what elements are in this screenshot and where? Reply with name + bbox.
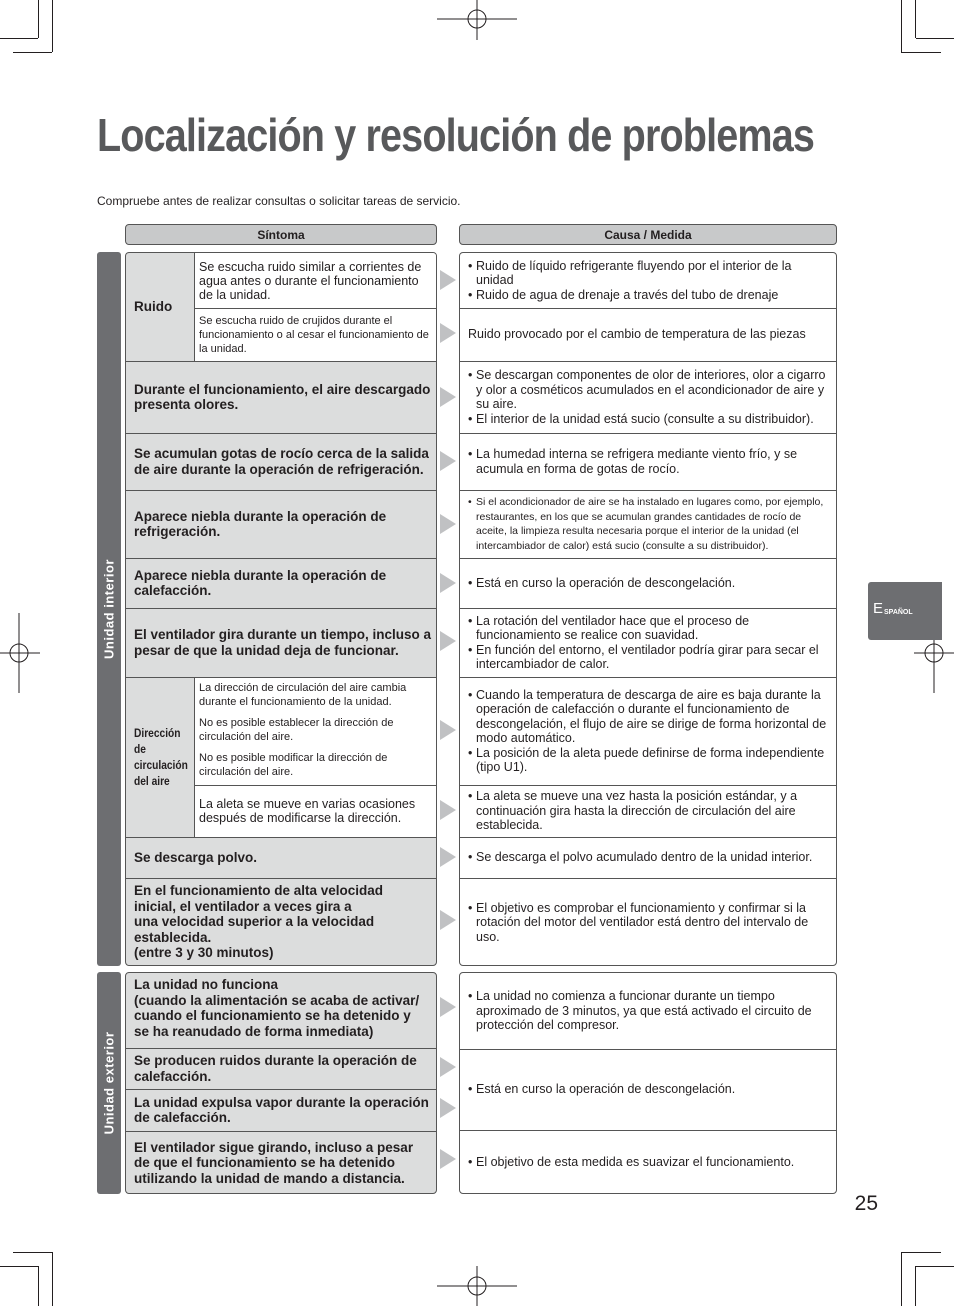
symptom-alta-velocidad: En el funcionamiento de alta velocidad inicial, el ventilador a veces gira a una velocidad superior a la velocidad establecida. (entre 3 y 30 minutos): [134, 883, 384, 960]
cause-alta-velocidad: • El objetivo es comprobar el funcionamiento y confirmar si la rotación del motor del ventilador está dentro del intervalo de uso.: [460, 878, 836, 966]
symptom-polvo: Se descarga polvo.: [134, 849, 258, 865]
symptom-ruido-agua: Se escucha ruido similar a corrientes de agua antes o durante el funcionamiento de la unidad.: [199, 259, 422, 302]
page-number: 25: [854, 1192, 878, 1215]
arrow-icon: [440, 1149, 456, 1169]
arrow-icon: [440, 910, 456, 930]
symptom-niebla-calefaccion: Aparece niebla durante la operación de calefacción.: [134, 567, 387, 598]
section-outdoor-label: Unidad exterior: [97, 972, 121, 1194]
crop-mark: [0, 1266, 38, 1267]
cause-ventilador: • La rotación del ventilador hace que el proceso de funcionamiento se realice con suavidad. • En función del entorno, el ventilador podría girar para secar el intercambiador de calor.: [460, 608, 836, 677]
arrow-icon: [440, 847, 456, 867]
cause-olores: • Se descargan componentes de olor de interiores, olor a cigarro y olor a cosméticos acumulados en el acondicionador de aire y su aire. • El interior de la unidad está sucio (consulte a su distribuidor).: [460, 361, 836, 433]
arrow-icon: [440, 800, 456, 820]
symptom-aleta: La aleta se mueve en varias ocasiones después de modificarse la dirección.: [199, 797, 416, 825]
registration-mark: [437, 0, 517, 40]
symptom-no-funciona: La unidad no funciona (cuando la alimentación se acaba de activar/ cuando el funcionamiento se ha detenido y se ha reanudado de forma inmediata): [134, 977, 420, 1039]
cause-ruidos-vapor: • Está en curso la operación de descongelación.: [460, 1049, 836, 1130]
intro-text: Compruebe antes de realizar consultas o solicitar tareas de servicio.: [97, 194, 461, 208]
outdoor-cause-table: [459, 972, 837, 1194]
crop-mark: [901, 1252, 941, 1253]
symptom-vapor: La unidad expulsa vapor durante la operación de calefacción.: [134, 1094, 429, 1125]
registration-mark: [0, 613, 40, 693]
indoor-symptom-table: [125, 252, 437, 966]
crop-mark: [52, 0, 53, 52]
header-cause: Causa / Medida: [459, 224, 837, 245]
symptom-dir2: No es posible establecer la dirección de circulación del aire.: [199, 717, 394, 743]
cause-polvo: • Se descarga el polvo acumulado dentro de la unidad interior.: [460, 837, 836, 878]
cause-no-funciona: • La unidad no comienza a funcionar durante un tiempo aproximado de 3 minutos, ya que está activado el circuito de protección del compresor.: [460, 973, 836, 1049]
symptom-ruidos-calefaccion: Se producen ruidos durante la operación de calefacción.: [134, 1053, 417, 1084]
outdoor-symptom-table: [125, 972, 437, 1194]
arrow-icon: [440, 631, 456, 651]
language-tab: E SPAÑOL: [868, 582, 942, 640]
cause-niebla-refrigeracion: • Si el acondicionador de aire se ha instalado en lugares como, por ejemplo, restaurantes, en los que se acumulan grandes cantidades de rocío de aceite, la limpieza resulta necesaria porque el interior de la unidad (el intercambiador de calor) está sucio (consulte a su distribuidor).: [460, 490, 836, 558]
symptom-olores: Durante el funcionamiento, el aire descargado presenta olores.: [134, 381, 431, 412]
crop-mark: [901, 0, 902, 52]
arrow-icon: [440, 1098, 456, 1118]
crop-mark: [13, 52, 52, 53]
crop-mark: [916, 1266, 954, 1267]
arrow-icon: [440, 451, 456, 471]
symptom-dir3: No es posible modificar la dirección de circulación del aire.: [199, 752, 388, 778]
crop-mark: [38, 1266, 39, 1306]
cause-ruido-crujidos: Ruido provocado por el cambio de temperatura de las piezas: [468, 327, 806, 342]
crop-mark: [901, 1252, 902, 1306]
arrow-icon: [440, 514, 456, 534]
page-title: Localización y resolución de problemas: [97, 109, 814, 161]
header-symptom: Síntoma: [125, 224, 437, 245]
indoor-cause-table: [459, 252, 837, 966]
arrow-icon: [440, 573, 456, 593]
cause-direccion: • Cuando la temperatura de descarga de aire es baja durante la operación de calefacción o durante el funcionamiento de descongelación, el flujo de aire se dirige de forma horizontal de modo automático. • La posición de la aleta puede definirse de forma independiente (tipo U1).: [460, 677, 836, 785]
symptom-direccion-label: Dirección de circulación del aire: [134, 726, 188, 788]
section-indoor-label: Unidad interior: [97, 252, 121, 966]
crop-mark: [915, 0, 916, 38]
crop-mark: [915, 1266, 916, 1306]
crop-mark: [38, 0, 39, 38]
crop-mark: [901, 52, 941, 53]
cause-aleta: • La aleta se mueve una vez hasta la posición estándar, y a continuación gira hasta la dirección de circulación del aire establecida.: [460, 785, 836, 837]
arrow-icon: [440, 1057, 456, 1077]
symptom-dir1: La dirección de circulación del aire cambia durante el funcionamiento de la unidad.: [199, 682, 407, 708]
crop-mark: [13, 1252, 52, 1253]
symptom-ruido-label: Ruido: [134, 299, 173, 315]
arrow-icon: [440, 323, 456, 343]
arrow-icon: [440, 720, 456, 740]
cause-niebla-calefaccion: • Está en curso la operación de descongelación.: [460, 558, 836, 608]
registration-mark: [437, 1266, 517, 1306]
crop-mark: [0, 38, 38, 39]
arrow-icon: [440, 997, 456, 1017]
cause-gotas: • La humedad interna se refrigera mediante viento frío, y se acumula en forma de gotas de rocío.: [460, 433, 836, 490]
crop-mark: [52, 1252, 53, 1306]
symptom-gotas: Se acumulan gotas de rocío cerca de la salida de aire durante la operación de refrigeración.: [134, 446, 429, 477]
symptom-sigue-girando: El ventilador sigue girando, incluso a pesar de que el funcionamiento se ha detenido utilizando la unidad de mando a distancia.: [134, 1139, 414, 1186]
arrow-icon: [440, 387, 456, 407]
symptom-ventilador: El ventilador gira durante un tiempo, incluso a pesar de que la unidad deja de funcionar.: [134, 627, 432, 658]
cause-ruido-agua: • Ruido de líquido refrigerante fluyendo por el interior de la unidad • Ruido de agua de drenaje a través del tubo de drenaje: [460, 253, 836, 308]
symptom-niebla-refrigeracion: Aparece niebla durante la operación de refrigeración.: [134, 508, 387, 539]
arrow-icon: [440, 270, 456, 290]
cause-sigue-girando: • El objetivo de esta medida es suavizar el funcionamiento.: [460, 1130, 836, 1194]
symptom-ruido-crujidos: Se escucha ruido de crujidos durante el funcionamiento o al cesar el funcionamiento de la unidad.: [199, 314, 429, 355]
symptom-direccion-list: [199, 681, 435, 779]
crop-mark: [916, 38, 954, 39]
